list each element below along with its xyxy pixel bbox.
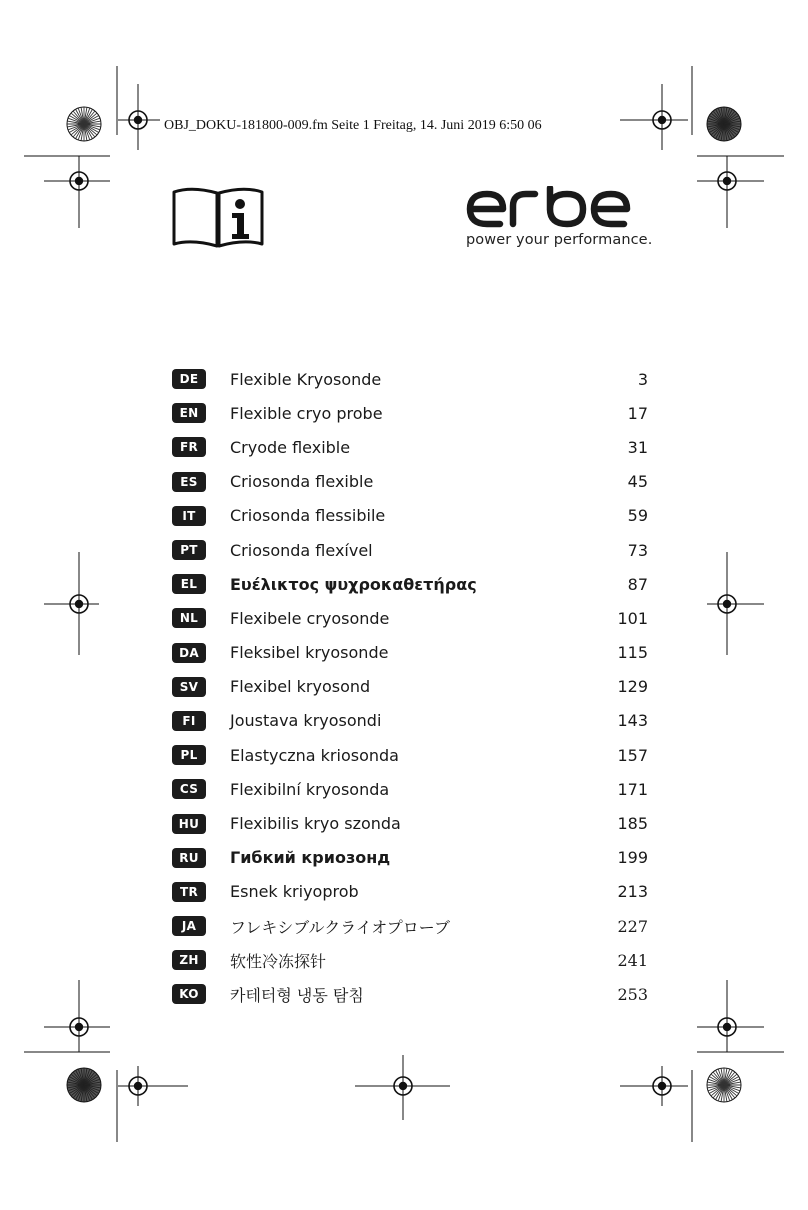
language-code-badge: DA	[172, 643, 206, 663]
toc-title[interactable]: Cryode flexible	[230, 437, 351, 457]
toc-entry-cs[interactable]	[172, 772, 648, 806]
toc-entry-nl[interactable]	[172, 601, 648, 635]
star-target-icon	[707, 1068, 741, 1102]
toc-entry-hu[interactable]	[172, 806, 648, 840]
language-code-badge: ZH	[172, 950, 206, 970]
toc-entry-da[interactable]	[172, 636, 648, 670]
toc-title[interactable]: Criosonda flessibile	[230, 506, 386, 526]
language-code-badge: EL	[172, 574, 206, 594]
toc-page-number[interactable]: 115	[617, 643, 648, 663]
toc-page-number[interactable]: 87	[627, 574, 648, 594]
toc-page-number[interactable]: 101	[617, 608, 648, 628]
toc-entry-ru[interactable]	[172, 841, 648, 875]
language-code-badge: DE	[172, 369, 206, 389]
toc-entry-tr[interactable]	[172, 875, 648, 909]
toc-title[interactable]: Flexible cryo probe	[230, 403, 383, 423]
toc-title[interactable]: 软性冷冻探针	[230, 951, 327, 971]
toc-page-number[interactable]: 185	[617, 814, 648, 834]
toc-entry-ja[interactable]	[172, 909, 648, 943]
toc-title[interactable]: 카테터형 냉동 탐침	[230, 985, 364, 1005]
language-code-badge: FI	[172, 711, 206, 731]
toc-entry-fr[interactable]	[172, 430, 648, 464]
toc-title[interactable]: Flexibilis kryo szonda	[230, 814, 401, 834]
toc-entry-en[interactable]	[172, 396, 648, 430]
toc-entry-es[interactable]	[172, 465, 648, 499]
brand-tagline: power your performance.	[466, 232, 653, 248]
toc-page-number[interactable]: 157	[617, 745, 648, 765]
language-code-badge: JA	[172, 916, 206, 936]
toc-page-number[interactable]: 129	[617, 677, 648, 697]
toc-page-number[interactable]: 199	[617, 848, 648, 868]
language-code-badge: KO	[172, 984, 206, 1004]
toc-title[interactable]: Flexibilní kryosonda	[230, 779, 390, 799]
toc-title[interactable]: Flexibele cryosonde	[230, 608, 390, 628]
language-code-badge: NL	[172, 608, 206, 628]
toc-page-number[interactable]: 3	[637, 369, 648, 389]
toc-title[interactable]: Гибкий криозонд	[230, 848, 391, 868]
star-target-icon	[707, 107, 741, 141]
language-code-badge: TR	[172, 882, 206, 902]
toc-page-number[interactable]: 17	[627, 403, 648, 423]
toc-entry-sv[interactable]	[172, 670, 648, 704]
language-toc	[172, 362, 648, 1012]
erbe-logo	[466, 186, 656, 256]
manual-info-icon	[170, 184, 270, 254]
toc-title[interactable]: Elastyczna kriosonda	[230, 745, 399, 765]
toc-entry-pt[interactable]	[172, 533, 648, 567]
toc-entry-zh[interactable]	[172, 943, 648, 977]
toc-title[interactable]: Flexible Kryosonde	[230, 369, 382, 389]
toc-page-number[interactable]: 73	[627, 540, 648, 560]
toc-title[interactable]: Fleksibel kryosonde	[230, 643, 389, 663]
star-target-icon	[67, 1068, 101, 1102]
toc-entry-it[interactable]	[172, 499, 648, 533]
language-code-badge: SV	[172, 677, 206, 697]
toc-entry-fi[interactable]	[172, 704, 648, 738]
toc-page-number[interactable]: 31	[627, 437, 648, 457]
toc-page-number[interactable]: 213	[617, 882, 648, 902]
toc-page-number[interactable]: 45	[627, 472, 648, 492]
toc-page-number[interactable]: 241	[617, 950, 648, 970]
toc-title[interactable]: Flexibel kryosond	[230, 677, 371, 697]
toc-title[interactable]: フレキシブルクライオプローブ	[230, 917, 451, 937]
language-code-badge: FR	[172, 437, 206, 457]
language-code-badge: ES	[172, 472, 206, 492]
toc-page-number[interactable]: 143	[617, 711, 648, 731]
toc-page-number[interactable]: 253	[617, 984, 648, 1004]
language-code-badge: RU	[172, 848, 206, 868]
language-code-badge: EN	[172, 403, 206, 423]
toc-entry-pl[interactable]	[172, 738, 648, 772]
toc-entry-de[interactable]	[172, 362, 648, 396]
toc-title[interactable]: Criosonda flexible	[230, 472, 374, 492]
star-target-icon	[67, 107, 101, 141]
toc-title[interactable]: Criosonda flexível	[230, 540, 373, 560]
toc-entry-ko[interactable]	[172, 977, 648, 1011]
language-code-badge: HU	[172, 814, 206, 834]
toc-title[interactable]: Joustava kryosondi	[230, 711, 382, 731]
toc-page-number[interactable]: 59	[627, 506, 648, 526]
document-header-slug: OBJ_DOKU-181800-009.fm Seite 1 Freitag, 14. Juni 2019 6:50 06	[164, 118, 542, 133]
language-code-badge: PT	[172, 540, 206, 560]
toc-entry-el[interactable]	[172, 567, 648, 601]
toc-page-number[interactable]: 171	[617, 779, 648, 799]
toc-title[interactable]: Ευέλικτος ψυχροκαθετήρας	[230, 574, 477, 594]
language-code-badge: PL	[172, 745, 206, 765]
toc-page-number[interactable]: 227	[617, 916, 648, 936]
language-code-badge: IT	[172, 506, 206, 526]
language-code-badge: CS	[172, 779, 206, 799]
erbe-wordmark	[466, 186, 648, 230]
toc-title[interactable]: Esnek kriyoprob	[230, 882, 359, 902]
